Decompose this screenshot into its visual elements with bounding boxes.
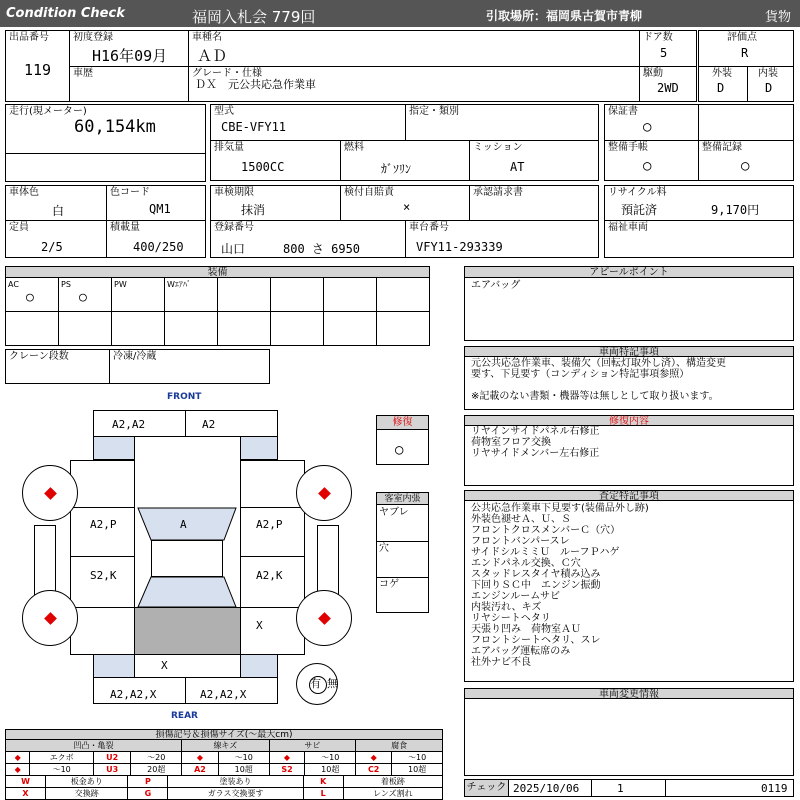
legend-r2-9: 10超 [392,764,443,776]
first-reg-value: H16年09月 [92,47,168,65]
displacement-label: 排気量 [214,142,244,153]
special-title: 車両特記事項 [464,346,794,357]
legend-r2-3: 20超 [131,764,182,776]
designation-box [405,104,599,141]
repair-detail-text: リヤインサイドパネル右修正 荷物室フロア交換 リヤサイドメンバー左右修正 [471,426,600,459]
color-code-label: 色コード [110,187,150,198]
legend-r3-0: W [6,776,46,788]
capacity-value: 2/5 [41,240,63,254]
welfare-label: 福祉車両 [608,222,648,233]
legend-table [5,739,443,776]
chassis-value: VFY11-293339 [416,240,503,254]
approval-box [469,185,599,221]
lot-number: 119 [24,61,52,79]
mark-right-front-door: A2,P [256,518,283,531]
legend-group-dent: 凹凸・亀裂 [6,740,182,752]
interior-score-value: D [765,81,773,95]
inspection-notes-text: 公共応急作業車下見要す(装備品外し跡) 外装色褪せＡ、Ｕ、Ｓ フロントクロスメンバーＣ（穴） フロントバンパースレ サイドシルミミＵ ルーフＰハゲ エンドパネル交換、Ｃ穴 スタッドレスタイヤ積み込み 下回りＳＣ中 エンジン振動 エンジンルームサビ 内装汚れ、キズ リヤシートヘタリ 天張り凹み 荷物室ＡＵ フロントシートヘタリ、スレ エアバッグ運転席のみ 社外ナビ不良 [471,503,649,668]
recycle-amount: 9,170円 [711,203,760,217]
changes-box [464,698,794,776]
lot-label: 出品番号 [9,32,49,43]
maintenance-book-value: ○ [643,158,652,174]
wheel-rear-right-icon [296,590,352,646]
special-text: 元公共応急作業車、装備欠（回転灯取外し済）、構造変更 要す、下見要す（コンディション特記事項参照） ※記載のない書類・機器等は無しとして取り扱います。 [471,358,726,402]
car-name-label: 車種名 [192,32,222,43]
repair-label: 修復 [377,416,428,430]
crane-label: クレーン段数 [9,351,69,362]
check-date: 2025/10/06 [513,782,580,795]
grade-label: グレード・仕様 [192,68,262,79]
mark-front-right: A2 [202,418,216,431]
interior-score-label: 内装 [758,68,778,79]
equipment-title: 装備 [5,266,430,278]
legend-r2-2: U3 [93,764,130,776]
drive-label: 駆動 [643,68,663,79]
exterior-box [698,66,748,102]
mission-label: ミッション [473,142,523,153]
changes-title: 車両変更情報 [464,688,794,699]
liability-label: 検付自賠責 [344,187,394,198]
reg-prefecture: 山口 [221,242,246,256]
exterior-label: 外装 [712,68,732,79]
chassis-box [405,220,599,258]
doors-label: ドア数 [643,32,673,43]
mark-front-left: A2,A2 [112,418,146,431]
front-label: FRONT [167,392,202,402]
color-code-value: QM1 [149,202,171,216]
mission-value: AT [510,160,525,174]
legend-table-2 [5,775,443,800]
maintenance-record-value: ○ [741,158,750,174]
recycle-label: リサイクル料 [608,187,667,198]
legend-r4-3: ガラス交換要す [168,788,303,800]
maintenance-book-box [604,140,699,181]
legend-r1-2: U2 [93,752,130,764]
inspection-notes-title: 査定特記事項 [464,490,794,501]
maintenance-record-box [698,140,794,181]
mileage-value: 60,154km [74,117,156,137]
mark-hood: A [180,518,187,531]
check-footer [464,779,794,797]
equip-pw-label: PW [114,280,127,289]
warranty-label: 保証書 [608,106,638,117]
check-num1: 1 [617,782,624,795]
mark-right-rear: X [256,619,263,632]
interior-burn: コゲ [379,579,399,590]
inspection-expiry-label: 車検期限 [214,187,254,198]
legend-r2-0: ◆ [6,764,30,776]
vehicle-category: 貨物 [765,10,792,25]
legend-r1-8: ◆ [356,752,392,764]
recycle-status: 預託済 [621,203,658,217]
legend-title: 損傷記号＆損傷サイズ(～最大cm) [5,729,443,740]
legend-r1-7: ～10 [305,752,356,764]
legend-group-rust: サビ [269,740,356,752]
load-label: 積載量 [110,222,140,233]
appeal-text: エアバッグ [471,280,521,291]
repair-value: ○ [395,442,404,458]
appeal-box [464,277,794,341]
maintenance-record-label: 整備記録 [702,142,742,153]
legend-r3-1: 板金あり [46,776,128,788]
grade-value: ＤＸ 元公共応急作業車 [195,78,316,91]
legend-r4-4: L [303,788,343,800]
mark-left-rear-door: S2,K [90,569,117,582]
auction-name: 福岡入札会 779回 [192,8,316,26]
body-color-label: 車体色 [9,187,39,198]
first-reg-label: 初度登録 [73,32,113,43]
legend-r1-9: ～10 [392,752,443,764]
wheel-rear-left-icon [22,590,78,646]
legend-r1-3: ～20 [131,752,182,764]
chassis-label: 車台番号 [409,222,449,233]
appeal-title: アピールポイント [464,266,794,278]
mark-right-rear-door: A2,K [256,569,283,582]
mark-rear-right: A2,A2,X [200,688,247,701]
score-label: 評価点 [727,32,757,43]
equip-ps-mark: ○ [79,290,87,305]
legend-r2-5: 10超 [218,764,269,776]
legend-r3-5: 着板跡 [343,776,442,788]
legend-r3-4: K [303,776,343,788]
reg-number-label: 登録番号 [214,222,254,233]
repair-box [376,415,429,465]
capacity-label: 定員 [9,222,29,233]
body-color-value: 白 [52,204,65,218]
history-label: 車歴 [73,68,93,79]
legend-group-scratch: 線キズ [182,740,270,752]
rear-label: REAR [171,711,198,721]
check-num2: 0119 [761,782,788,795]
doors-box [639,30,697,67]
inspection-expiry-value: 抹消 [241,203,266,217]
interior-box [376,492,429,613]
legend-r4-0: X [6,788,46,800]
model-type-value: CBE-VFY11 [221,120,287,134]
legend-r2-6: S2 [269,764,305,776]
liability-value: × [403,200,411,214]
load-value: 400/250 [133,240,184,254]
fuel-label: 燃料 [344,142,364,153]
welfare-box [604,220,794,258]
designation-label: 指定・類別 [409,106,459,117]
legend-r4-2: G [128,788,168,800]
windshield [138,508,236,540]
exterior-value: D [717,81,725,95]
legend-r1-5: ～10 [218,752,269,764]
displacement-value: 1500CC [241,160,285,174]
legend-r3-2: P [128,776,168,788]
mark-rear-gate: X [161,659,168,672]
special-box [464,356,794,410]
spare-no: 無 [327,677,338,690]
warranty-box [604,104,699,141]
check-label: チェック [465,780,509,796]
mileage-label: 走行(現メーター) [9,106,87,117]
maintenance-book-label: 整備手帳 [608,142,648,153]
fuel-value: ｶﾞｿﾘﾝ [381,162,412,176]
legend-r3-3: 塗装あり [168,776,303,788]
legend-r1-6: ◆ [269,752,305,764]
wheel-front-left-icon [22,465,78,521]
mission-box [469,140,599,181]
interior-title: 客室内張 [377,493,428,505]
equip-ac-label: AC [8,280,19,289]
mark-rear-left: A2,A2,X [110,688,157,701]
legend-r1-0: ◆ [6,752,30,764]
reg-number-value: 800 さ 6950 [283,242,361,256]
equip-ac-mark: ○ [26,290,34,305]
repair-detail-title: 修復内容 [464,415,794,426]
pickup-location: 引取場所：福岡県古賀市青柳 [486,9,643,23]
repair-detail-box [464,425,794,486]
mark-left-front-door: A2,P [90,518,117,531]
warranty-extra-box [698,104,794,141]
inspection-notes-box [464,500,794,682]
recycle-box [604,185,794,221]
legend-r1-4: ◆ [182,752,219,764]
doors-value: 5 [660,46,668,60]
cold-label: 冷凍/冷蔵 [113,351,157,362]
drive-value: 2WD [657,81,679,95]
interior-score-box [747,66,794,102]
legend-group-corrosion: 腐食 [356,740,443,752]
score-box [698,30,794,67]
legend-r2-1: ～10 [30,764,94,776]
equip-wairbag-label: Wｴｱﾊﾞ [167,280,191,289]
drive-box [639,66,697,102]
header-title: Condition Check [6,6,125,21]
legend-r2-8: C2 [356,764,392,776]
car-name-value: ＡＤ [197,47,228,65]
rear-window [138,577,236,607]
wheel-front-right-icon [296,465,352,521]
model-type-label: 型式 [214,106,234,117]
score-value: R [741,46,749,60]
interior-tear: ヤブレ [379,507,409,518]
equip-ps-label: PS [61,280,71,289]
warranty-value: ○ [643,119,652,135]
spare-yes: 有 [310,677,321,690]
approval-label: 承認請求書 [473,187,523,198]
legend-r4-1: 交換跡 [46,788,128,800]
interior-hole: 穴 [379,543,389,554]
legend-r2-4: A2 [182,764,219,776]
legend-r2-7: 10超 [305,764,356,776]
legend-r4-5: レンズ割れ [343,788,442,800]
legend-r1-1: エクボ [30,752,94,764]
